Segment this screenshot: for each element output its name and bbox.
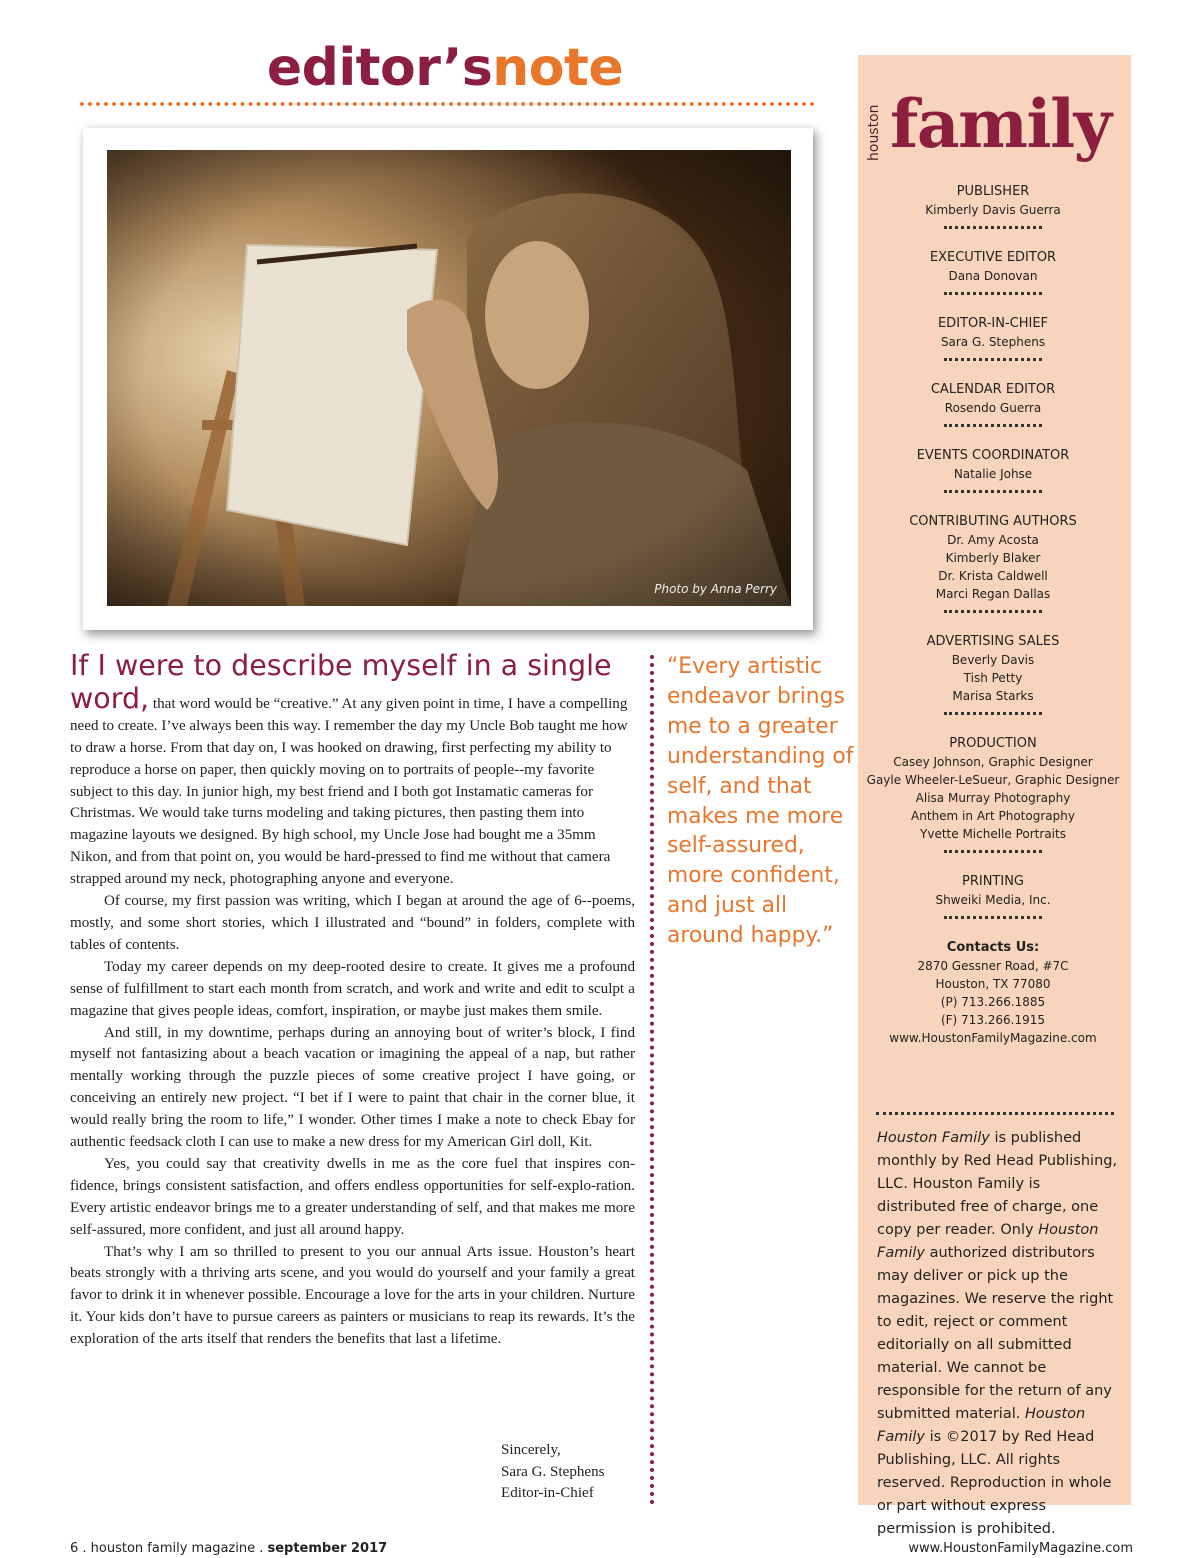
page-title <box>0 36 890 100</box>
staff-separator <box>944 226 1042 229</box>
pull-quote: “Every artistic endeavor brings me to a greater understanding of self, and that makes me more self-assured, more confident, and just all around happy.” <box>667 654 854 949</box>
article-paragraph-5: Yes, you could say that creativity dwells in me as the core fuel that inspires con-fidence, brings consistent satisfaction, and offers endless opportunities for self-explo-ration. Every artistic endeavor brings me to a greater understanding of self, and that makes me more self-assured, more confident, and just all around happy. <box>70 1155 635 1238</box>
page-number: 6 <box>70 1541 79 1556</box>
staff-role: EXECUTIVE EDITOR <box>929 250 1057 265</box>
contact-address-line: 2870 Gessner Road, #7C <box>917 959 1069 973</box>
footer-website-link[interactable]: www.HoustonFamilyMagazine.com <box>908 1541 1133 1556</box>
article-paragraph-6: That’s why I am so thrilled to present to you our annual Arts issue. Houston’s heart beats strongly with a thriving arts scene, and you would do yourself and your family a great favor to drink it in whenever possible. Encourage a love for the arts in your children. Nurture it. Your kids don’t have to pursue careers as painters or musicians to reap its rewards. It’s the exploration of the arts itself that renders the benefits that last a lifetime. <box>70 1243 635 1348</box>
title-part-note: note <box>492 38 624 98</box>
photo-credit: Photo by Anna Perry <box>654 582 777 596</box>
staff-name: Alisa Murray Photography <box>915 791 1071 805</box>
staff-name: Natalie Johse <box>953 467 1033 481</box>
editor-photo <box>107 150 791 606</box>
staff-name: Gayle Wheeler-LeSueur, Graphic Designer <box>866 773 1120 787</box>
staff-name: Kimberly Blaker <box>945 551 1041 565</box>
signoff-title: Editor-in-Chief <box>501 1485 594 1501</box>
title-dotted-rule <box>80 102 815 106</box>
staff-advertising-sales <box>858 633 1128 705</box>
staff-separator <box>944 712 1042 715</box>
staff-name: Dr. Amy Acosta <box>947 533 1039 547</box>
staff-separator <box>944 292 1042 295</box>
publication-name: Houston Family <box>877 1406 1086 1445</box>
staff-name: Anthem in Art Photography <box>911 809 1075 823</box>
staff-name: Rosendo Guerra <box>944 401 1042 415</box>
staff-name: Marci Regan Dallas <box>935 587 1051 601</box>
staff-publisher <box>858 183 1128 219</box>
paragraph-1-text: that word would be “creative.” At any given point in time, I have a compelling need to create. I’ve always been this way. I remember the day my Uncle Bob taught me how to draw a horse. From that day on, I was hooked on drawing, first perfecting my ability to reproduce a horse on paper, then quickly moving on to portraits of people--my favorite subject to this day. In junior high, my best friend and I both got Instamatic cameras for Christmas. We would take turns modeling and taking pictures, then pasting them into magazine layouts we designed. By high school, my Uncle Jose had bought me a 35mm Nikon, and from that point on, you would be hard-pressed to find me without that camera strapped around my neck, photographing anyone and everyone. <box>70 695 628 888</box>
staff-name: Dr. Krista Caldwell <box>938 569 1048 583</box>
publisher-note-rule <box>876 1112 1114 1115</box>
title-part-editors: editor’s <box>266 38 493 98</box>
staff-name: Yvette Michelle Portraits <box>920 827 1066 841</box>
staff-role: EVENTS COORDINATOR <box>916 448 1070 463</box>
photo-illustration <box>107 150 791 606</box>
contact-label: Contacts Us: <box>946 940 1040 955</box>
staff-executive-editor <box>858 249 1128 285</box>
staff-printing <box>858 873 1128 909</box>
article-body <box>70 650 635 1351</box>
staff-name: Shweiki Media, Inc. <box>935 893 1051 907</box>
staff-role: ADVERTISING SALES <box>926 634 1060 649</box>
lead-in: If I were to describe myself in a single word, <box>70 649 612 715</box>
publisher-note-text: is ©2017 by Red Head Publishing, LLC. All rights reserved. Reproduction in whole or part without express permission is prohibited. <box>877 1429 1112 1537</box>
staff-name: Beverly Davis <box>951 653 1035 667</box>
staff-events-coordinator <box>858 447 1128 483</box>
publisher-note-text: is published monthly by Red Head Publishing, LLC. Houston Family is distributed free of charge, one copy per reader. Only <box>877 1130 1118 1238</box>
article-paragraph-2: Of course, my first passion was writing, which I began at around the age of 6--poems, mostly, and some short stories, which I illustrated and “bound” in folders, complete with tables of contents. <box>70 893 635 953</box>
footer-folio <box>70 1541 387 1556</box>
contact-block <box>858 939 1128 1047</box>
publication-name: Houston Family <box>877 1222 1099 1261</box>
staff-separator <box>944 490 1042 493</box>
column-dotted-divider <box>650 655 654 1505</box>
staff-production <box>858 735 1128 843</box>
staff-role: EDITOR-IN-CHIEF <box>937 316 1049 331</box>
article-paragraph-4: And still, in my downtime, perhaps during an annoying bout of writer’s block, I find myself not fantasizing about a beach vacation or imagining the appeal of a nap, but rather mentally working through the puzzle pieces of some creative project I have going, or conceiving an entirely new project. “I bet if I were to paint that chair in the corner blue, it would really bring the room to life,” I wonder. Other times I make a note to check Ebay for authentic feedsack cloth I can use to make a new dress for my American Girl doll, Kit. <box>70 1024 635 1151</box>
footer-publication: . houston family magazine . <box>78 1541 268 1556</box>
staff-name: Tish Petty <box>963 671 1023 685</box>
staff-separator <box>944 610 1042 613</box>
masthead-houston-text: houston <box>866 104 882 161</box>
staff-role: PRINTING <box>961 874 1024 889</box>
staff-name: Kimberly Davis Guerra <box>925 203 1061 217</box>
staff-name: Sara G. Stephens <box>940 335 1046 349</box>
publisher-note-text: authorized distributors may deliver or pick up the magazines. We reserve the right to edit, reject or comment editorially on all submitted material. We cannot be responsible for the return of any submitted material. <box>877 1245 1114 1422</box>
staff-role: CALENDAR EDITOR <box>930 382 1056 397</box>
masthead-family: family <box>890 85 1111 163</box>
staff-list <box>858 183 1128 1047</box>
staff-role: PUBLISHER <box>956 184 1030 199</box>
contact-fax: (F) 713.266.1915 <box>940 1013 1046 1027</box>
contact-city-line: Houston, TX 77080 <box>935 977 1051 991</box>
signoff-name: Sara G. Stephens <box>501 1463 605 1480</box>
staff-contributing-authors <box>858 513 1128 603</box>
staff-separator <box>944 424 1042 427</box>
staff-calendar-editor <box>858 381 1128 417</box>
staff-editor-in-chief <box>858 315 1128 351</box>
article-paragraph-3: Today my career depends on my deep-rooted desire to create. It gives me a profound sense of fulfillment to start each month from scratch, and work and write and edit to sculpt a magazine that gives people ideas, comfort, inspiration, or maybe just makes them smile. <box>70 958 635 1019</box>
staff-separator <box>944 850 1042 853</box>
publisher-note <box>877 1127 1119 1541</box>
staff-name: Marisa Starks <box>952 689 1034 703</box>
contact-phone: (P) 713.266.1885 <box>940 995 1046 1009</box>
staff-name: Dana Donovan <box>948 269 1038 283</box>
article-paragraph-1 <box>70 649 628 888</box>
staff-separator <box>944 916 1042 919</box>
masthead-houston <box>866 95 888 161</box>
staff-name: Casey Johnson, Graphic Designer <box>893 755 1093 769</box>
photo-frame <box>83 128 813 630</box>
signoff <box>501 1440 605 1505</box>
staff-role: CONTRIBUTING AUTHORS <box>909 514 1077 529</box>
contact-website-link[interactable]: www.HoustonFamilyMagazine.com <box>889 1031 1097 1045</box>
signoff-closing: Sincerely, <box>501 1442 561 1458</box>
staff-role: PRODUCTION <box>949 736 1037 751</box>
footer-issue: september 2017 <box>267 1541 388 1556</box>
staff-separator <box>944 358 1042 361</box>
publication-name: Houston Family <box>877 1130 990 1146</box>
